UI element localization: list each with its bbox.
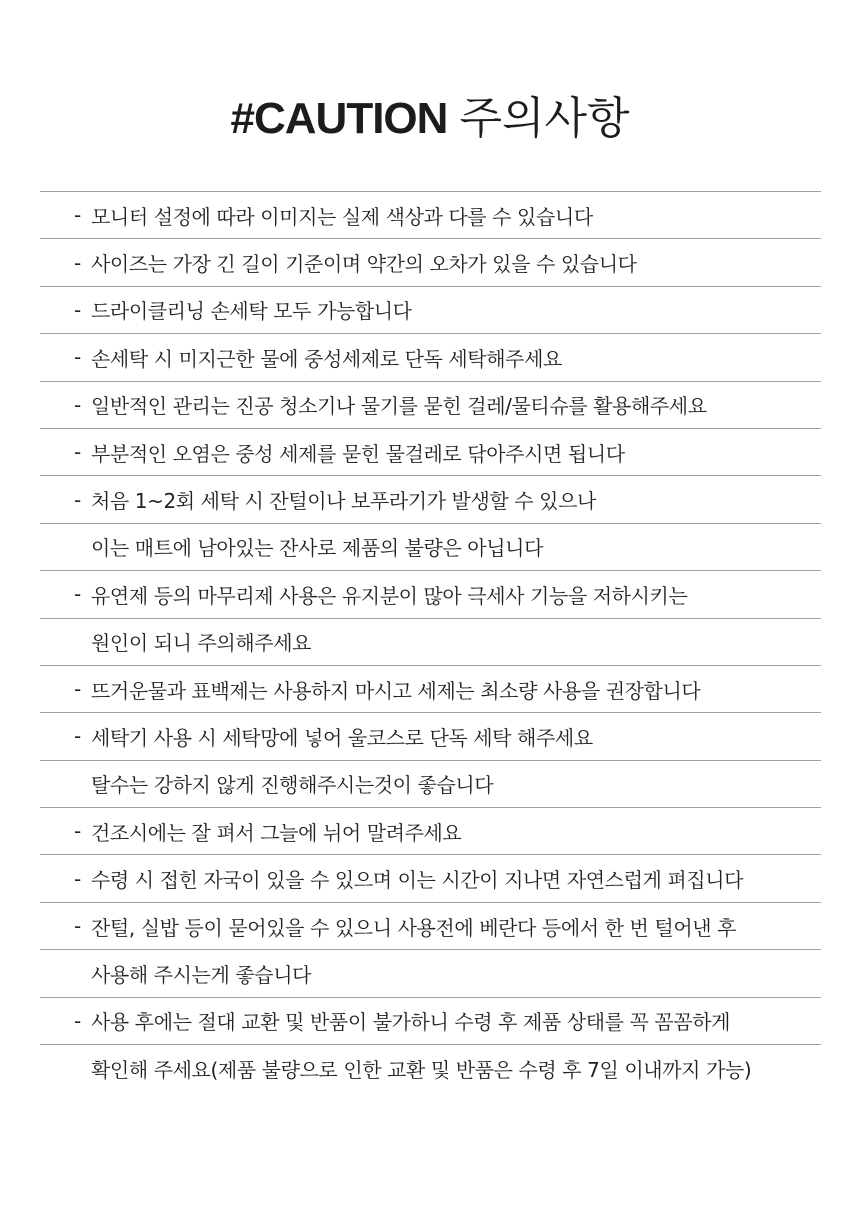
caution-item xyxy=(40,713,821,760)
caution-item xyxy=(40,287,821,334)
caution-item-continuation xyxy=(40,1045,821,1092)
item-dash: - xyxy=(74,297,81,322)
item-text: 사이즈는 가장 긴 길이 기준이며 약간의 오차가 있을 수 있습니다 xyxy=(91,252,637,277)
caution-item-continuation xyxy=(40,761,821,808)
item-text: 사용해 주시는게 좋습니다 xyxy=(91,962,312,987)
item-dash: - xyxy=(74,440,81,465)
item-dash: - xyxy=(74,582,81,607)
item-dash: - xyxy=(74,250,81,275)
page-title-ko: 주의사항 xyxy=(459,93,630,144)
caution-item xyxy=(40,666,821,713)
item-text: 사용 후에는 절대 교환 및 반품이 불가하니 수령 후 제품 상태를 꼭 꼼꼼하게 xyxy=(91,1010,731,1035)
caution-item-continuation xyxy=(40,524,821,571)
item-text: 잔털, 실밥 등이 묻어있을 수 있으니 사용전에 베란다 등에서 한 번 털어낸 후 xyxy=(91,915,737,940)
caution-item-continuation xyxy=(40,950,821,997)
caution-item xyxy=(40,998,821,1045)
caution-item xyxy=(40,192,821,239)
item-text: 세탁기 사용 시 세탁망에 넣어 울코스로 단독 세탁 해주세요 xyxy=(91,725,593,750)
item-text: 건조시에는 잘 펴서 그늘에 뉘어 말려주세요 xyxy=(91,820,462,845)
item-text: 일반적인 관리는 진공 청소기나 물기를 묻힌 걸레/물티슈를 활용해주세요 xyxy=(91,394,707,419)
item-text: 수령 시 접힌 자국이 있을 수 있으며 이는 시간이 지나면 자연스럽게 펴집니다 xyxy=(91,868,744,893)
item-dash: - xyxy=(74,724,81,749)
caution-list xyxy=(40,191,821,1092)
caution-item xyxy=(40,571,821,618)
item-text: 유연제 등의 마무리제 사용은 유지분이 많아 극세사 기능을 저하시키는 xyxy=(91,583,688,608)
caution-item xyxy=(40,476,821,523)
item-dash: - xyxy=(74,345,81,370)
item-dash: - xyxy=(74,203,81,228)
item-dash: - xyxy=(74,677,81,702)
caution-item xyxy=(40,855,821,902)
item-text: 뜨거운물과 표백제는 사용하지 마시고 세제는 최소량 사용을 권장합니다 xyxy=(91,678,701,703)
caution-item xyxy=(40,239,821,286)
page-title-en: #CAUTION xyxy=(230,94,448,143)
caution-item xyxy=(40,903,821,950)
item-text: 손세탁 시 미지근한 물에 중성세제로 단독 세탁해주세요 xyxy=(91,346,562,371)
caution-item xyxy=(40,382,821,429)
item-dash: - xyxy=(74,914,81,939)
item-dash: - xyxy=(74,819,81,844)
item-dash: - xyxy=(74,1008,81,1033)
caution-item xyxy=(40,808,821,855)
item-dash: - xyxy=(74,866,81,891)
item-text: 부분적인 오염은 중성 세제를 묻힌 물걸레로 닦아주시면 됩니다 xyxy=(91,441,625,466)
item-text: 처음 1~2회 세탁 시 잔털이나 보푸라기가 발생할 수 있으나 xyxy=(91,489,596,514)
item-text: 드라이클리닝 손세탁 모두 가능합니다 xyxy=(91,299,412,324)
caution-item xyxy=(40,429,821,476)
item-text: 확인해 주세요(제품 불량으로 인한 교환 및 반품은 수령 후 7일 이내까지 가능) xyxy=(91,1058,752,1083)
item-text: 원인이 되니 주의해주세요 xyxy=(91,631,312,656)
item-dash: - xyxy=(74,392,81,417)
page-title xyxy=(0,90,860,148)
item-dash: - xyxy=(74,487,81,512)
item-text: 탈수는 강하지 않게 진행해주시는것이 좋습니다 xyxy=(91,773,494,798)
item-text: 이는 매트에 남아있는 잔사로 제품의 불량은 아닙니다 xyxy=(91,536,543,561)
caution-item xyxy=(40,334,821,381)
caution-item-continuation xyxy=(40,619,821,666)
item-text: 모니터 설정에 따라 이미지는 실제 색상과 다를 수 있습니다 xyxy=(91,204,593,229)
